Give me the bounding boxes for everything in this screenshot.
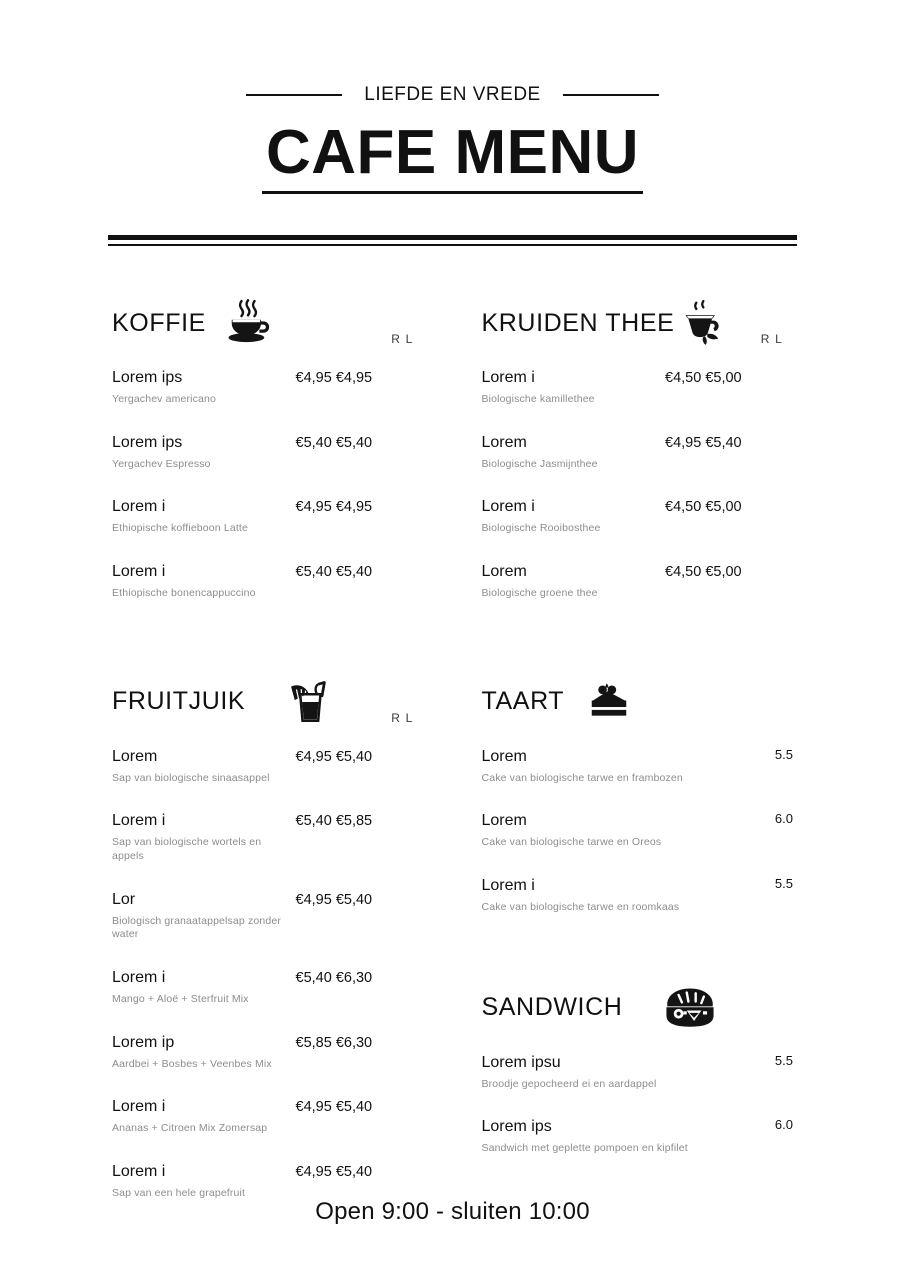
header-divider — [108, 235, 797, 246]
cake-slice-icon — [586, 681, 632, 723]
menu-item-text — [482, 747, 714, 786]
menu-item — [112, 968, 424, 1007]
menu-item-name: Lorem ip — [112, 1033, 175, 1051]
menu-item-text — [112, 1033, 296, 1072]
tagline: LIEFDE EN VREDE — [364, 84, 541, 105]
section-kruiden-thee-items — [482, 368, 794, 601]
menu-item — [112, 1162, 424, 1201]
menu-item — [112, 433, 424, 472]
menu-item-name: Lorem — [112, 747, 158, 765]
menu-item-price: €4,50 €5,00 — [665, 564, 742, 581]
menu-item-text — [112, 1162, 296, 1201]
menu-item-price: 5.5 — [774, 746, 793, 762]
section-fruitjuik-items — [112, 747, 424, 1201]
menu-item-text — [112, 747, 296, 786]
section-fruitjuik-title: FRUITJUIK — [112, 687, 246, 716]
menu-item-desc: Sap van een hele grapefruit — [112, 1186, 246, 1199]
menu-item-name: Lorem i — [112, 1162, 166, 1180]
menu-item-desc: Biologische kamillethee — [481, 393, 595, 406]
section-fruitjuik — [112, 671, 424, 1201]
menu-item-price: 6.0 — [774, 1117, 793, 1133]
menu-item-price: €4,95 €4,95 — [295, 499, 373, 516]
menu-item-text — [482, 1117, 714, 1156]
section-taart-items — [482, 747, 794, 915]
menu-item — [112, 562, 424, 601]
menu-header — [0, 0, 905, 194]
menu-item-name: Lorem i — [481, 876, 535, 894]
section-kruiden-thee-header — [482, 292, 794, 354]
menu-item-desc: Cake van biologische tarwe en Oreos — [481, 836, 662, 849]
menu-item-name: Lorem i — [112, 563, 166, 581]
menu-item — [482, 1053, 794, 1092]
menu-item-text — [482, 433, 666, 472]
menu-item-price: €4,95 €5,40 — [295, 1099, 373, 1116]
menu-item-text — [482, 497, 666, 536]
menu-item-text — [482, 876, 714, 915]
menu-item — [112, 890, 424, 942]
menu-item-name: Lorem i — [112, 498, 166, 516]
section-koffie-title: KOFFIE — [112, 308, 206, 337]
eyebrow-row — [0, 84, 905, 106]
menu-item-text — [112, 890, 296, 942]
section-sandwich-header — [482, 977, 794, 1039]
menu-item-name: Lorem ips — [481, 1118, 552, 1136]
menu-item-name: Lorem i — [481, 498, 535, 516]
menu-item-name: Lorem — [481, 563, 527, 581]
menu-item-desc: Cake van biologische tarwe en frambozen — [481, 771, 683, 784]
section-sandwich — [482, 977, 794, 1156]
menu-item-desc: Ethiopische bonencappuccino — [112, 587, 256, 600]
menu-item-desc: Sandwich met geplette pompoen en kipfilet — [481, 1142, 688, 1155]
menu-item-desc: Broodje gepocheerd ei en aardappel — [481, 1077, 657, 1090]
menu-item — [112, 1097, 424, 1136]
section-taart — [482, 671, 794, 915]
size-label-kruiden-thee: R L — [760, 332, 783, 347]
menu-item-desc: Sap van biologische wortels en appels — [112, 836, 262, 862]
page-title: CAFE MENU — [262, 120, 643, 194]
section-sandwich-title: SANDWICH — [481, 993, 623, 1022]
menu-item-price: €5,40 €5,40 — [295, 564, 373, 581]
menu-item — [482, 562, 794, 601]
section-kruiden-thee-title: KRUIDEN THEE — [481, 308, 675, 337]
menu-item-text — [482, 368, 666, 407]
section-koffie — [112, 292, 424, 601]
menu-item — [112, 811, 424, 863]
section-taart-title: TAART — [481, 687, 565, 716]
size-label-koffie: R L — [391, 332, 414, 347]
section-fruitjuik-header — [112, 671, 424, 733]
menu-item-desc: Biologische Rooibosthee — [481, 522, 601, 535]
size-label-fruitjuik: R L — [391, 710, 414, 725]
menu-item-price: €4,50 €5,00 — [665, 370, 742, 387]
menu-item-name: Lorem i — [481, 369, 535, 387]
menu-item-text — [482, 811, 714, 850]
menu-item-desc: Sap van biologische sinaasappel — [112, 771, 270, 784]
menu-item — [482, 747, 794, 786]
menu-item-desc: Aardbei + Bosbes + Veenbes Mix — [112, 1057, 272, 1070]
menu-item-name: Lorem i — [112, 812, 166, 830]
menu-item — [112, 497, 424, 536]
menu-item-price: €5,40 €6,30 — [295, 969, 373, 986]
menu-item-name: Lorem — [481, 812, 527, 830]
menu-item-name: Lorem — [481, 747, 527, 765]
section-kruiden-thee — [482, 292, 794, 601]
menu-item-name: Lorem ips — [112, 433, 183, 451]
menu-item-price: 5.5 — [774, 1052, 793, 1068]
section-koffie-header — [112, 292, 424, 354]
sandwich-icon — [664, 984, 716, 1032]
menu-item-desc: Cake van biologische tarwe en roomkaas — [481, 900, 680, 913]
menu-item-price: €4,95 €5,40 — [665, 434, 742, 451]
menu-item-text — [482, 562, 666, 601]
menu-item — [482, 368, 794, 407]
opening-hours: Open 9:00 - sluiten 10:00 — [315, 1198, 590, 1225]
menu-item-price: €5,40 €5,40 — [295, 434, 373, 451]
menu-item-price: €5,40 €5,85 — [295, 813, 373, 830]
menu-item-desc: Yergachev Espresso — [112, 457, 211, 470]
menu-item-text — [482, 1053, 714, 1092]
menu-column-left — [112, 292, 424, 1200]
menu-item-desc: Biologisch granaatappelsap zonder water — [112, 914, 281, 941]
menu-item-desc: Ethiopische koffieboon Latte — [112, 522, 248, 535]
menu-item-price: €4,95 €5,40 — [295, 748, 373, 765]
menu-item — [482, 497, 794, 536]
menu-item-desc: Biologische groene thee — [481, 587, 598, 600]
menu-item — [112, 1033, 424, 1072]
menu-item-desc: Ananas + Citroen Mix Zomersap — [112, 1122, 268, 1135]
menu-item-price: 5.5 — [774, 875, 793, 891]
menu-item-text — [112, 811, 296, 863]
menu-item-name: Lorem ipsu — [481, 1053, 561, 1071]
menu-item-text — [112, 433, 296, 472]
menu-item-price: €4,50 €5,00 — [665, 499, 742, 516]
menu-item — [482, 811, 794, 850]
menu-item-price: 6.0 — [774, 811, 793, 827]
eyebrow-rule-left — [246, 94, 342, 96]
menu-item-text — [112, 562, 296, 601]
menu-item-name: Lorem i — [112, 1098, 166, 1116]
eyebrow-rule-right — [563, 94, 659, 96]
section-sandwich-items — [482, 1053, 794, 1156]
menu-item-price: €4,95 €5,40 — [295, 1163, 373, 1180]
menu-sections-grid — [0, 292, 905, 1200]
menu-item-desc: Mango + Aloë + Sterfruit Mix — [112, 992, 249, 1005]
menu-item — [482, 433, 794, 472]
menu-item-price: €4,95 €4,95 — [295, 370, 373, 387]
tea-cup-icon — [676, 298, 726, 348]
menu-item-text — [112, 968, 296, 1007]
coffee-cup-icon — [222, 297, 274, 349]
menu-item-text — [112, 497, 296, 536]
menu-item — [482, 876, 794, 915]
menu-column-right — [482, 292, 794, 1200]
menu-item — [112, 368, 424, 407]
divider-thin-rule — [108, 244, 797, 246]
menu-item — [482, 1117, 794, 1156]
menu-item-price: €4,95 €5,40 — [295, 891, 373, 908]
menu-item-text — [112, 368, 296, 407]
section-taart-header — [482, 671, 794, 733]
menu-item-name: Lorem ips — [112, 369, 183, 387]
menu-item-desc: Biologische Jasmijnthee — [481, 457, 598, 470]
page-title-wrap — [262, 120, 643, 194]
menu-item-name: Lorem — [481, 433, 527, 451]
menu-item-desc: Yergachev americano — [112, 393, 217, 406]
menu-item — [112, 747, 424, 786]
menu-item-name: Lorem i — [112, 968, 166, 986]
juice-glass-icon — [283, 676, 333, 728]
section-koffie-items — [112, 368, 424, 601]
menu-item-name: Lor — [112, 890, 136, 908]
menu-item-text — [112, 1097, 296, 1136]
menu-item-price: €5,85 €6,30 — [295, 1034, 373, 1051]
